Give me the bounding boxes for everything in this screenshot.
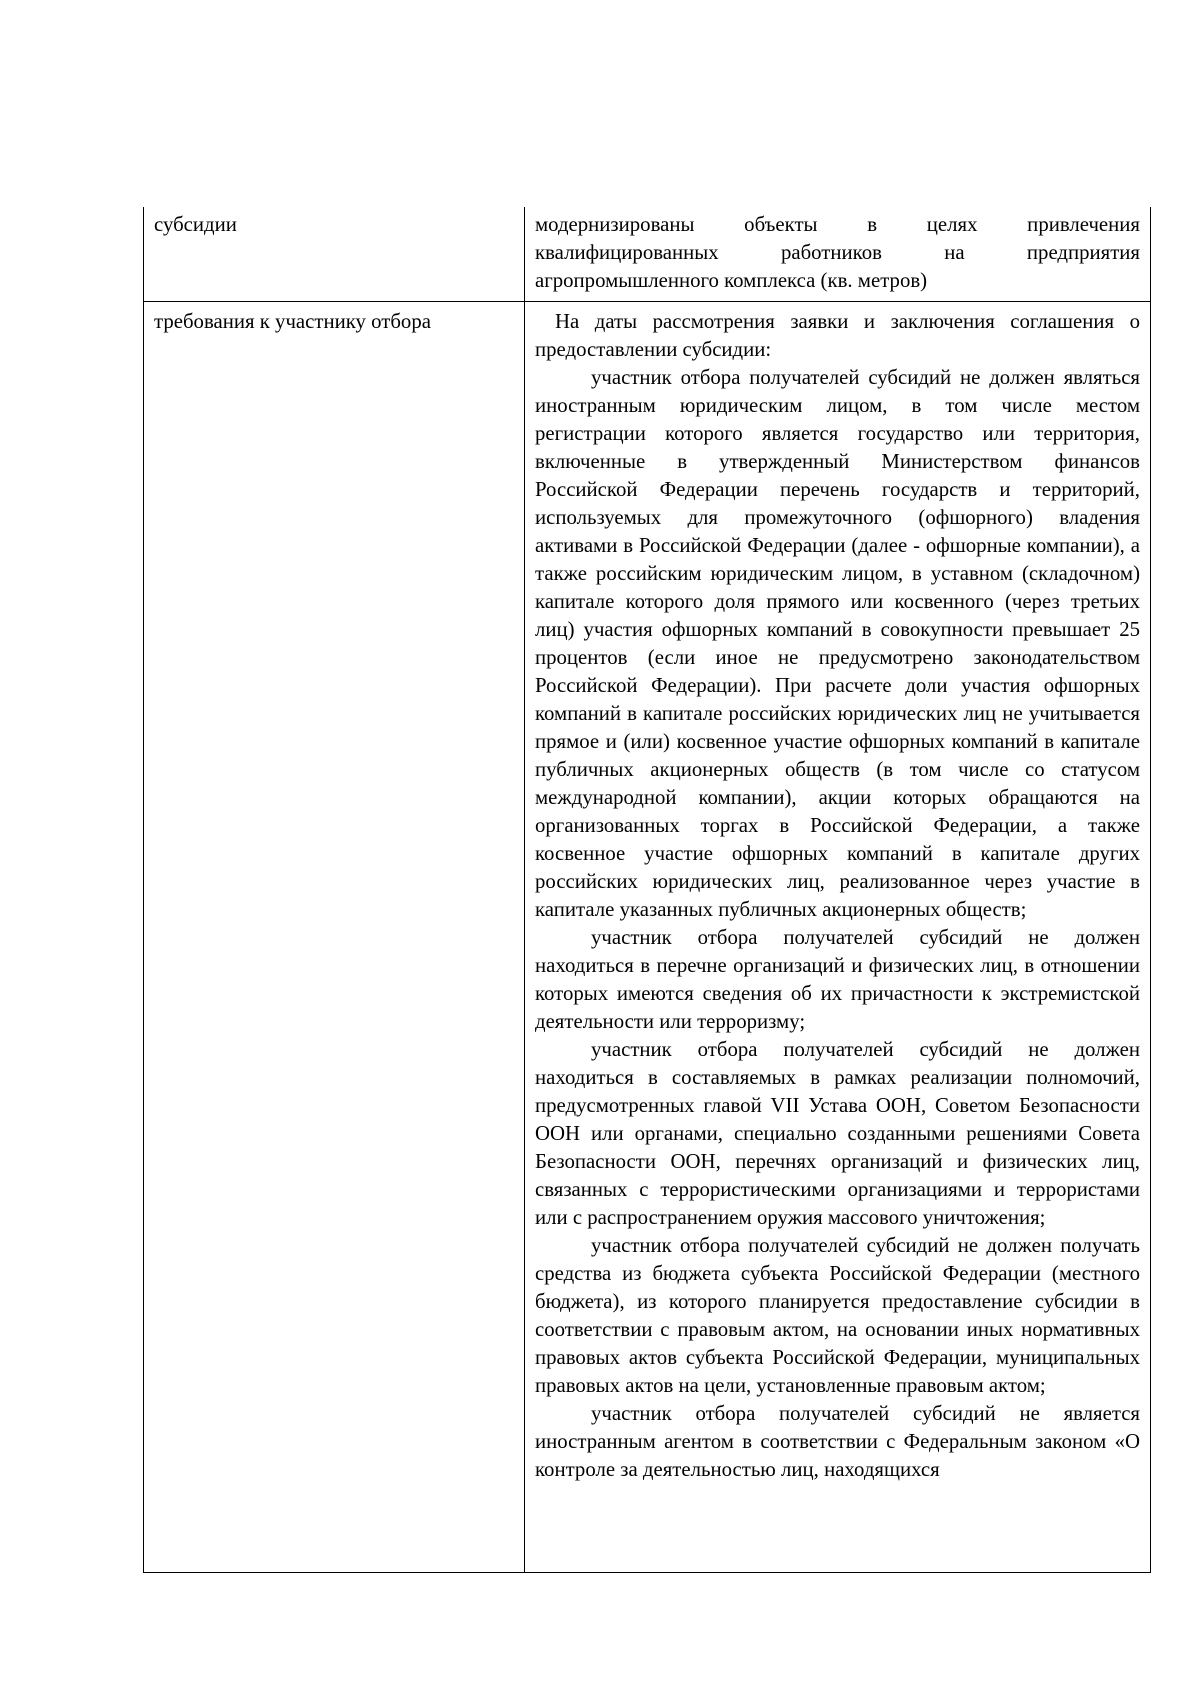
row-label-requirements: требования к участнику отбора xyxy=(144,302,525,1573)
paragraph: На даты рассмотрения заявки и заключения соглашения о предоставлении субсидии: xyxy=(535,310,1140,361)
paragraph: участник отбора получателей субсидий не должен получать средства из бюджета субъекта Российской Федерации (местного бюджета), из которого планируется предоставление субсидии в соответствии с правовым актом, на основании иных нормативных правовых актов субъекта Российской Федерации, муниципальных правовых актов на цели, установленные правовым актом; xyxy=(535,1234,1140,1397)
row-value-subsidy xyxy=(525,207,1151,302)
requirements-table xyxy=(143,207,1151,1573)
row-label-subsidy: субсидии xyxy=(144,207,525,302)
paragraph: модернизированы объекты в целях привлечения квалифицированных работников на предприятия агропромышленного комплекса (кв. метров) xyxy=(535,213,1140,292)
paragraph: участник отбора получателей субсидий не является иностранным агентом в соответствии с Федеральным законом «О контроле за деятельностью лиц, находящихся xyxy=(535,1402,1140,1481)
row-value-requirements xyxy=(525,302,1151,1573)
table-row xyxy=(144,302,1151,1573)
paragraph: участник отбора получателей субсидий не должен находиться в составляемых в рамках реализации полномочий, предусмотренных главой VII Устава ООН, Советом Безопасности ООН или органами, специально созданными решениями Совета Безопасности ООН, перечнях организаций и физических лиц, связанных с террористическими организациями и террористами или с распространением оружия массового уничтожения; xyxy=(535,1038,1140,1229)
paragraph: участник отбора получателей субсидий не должен находиться в перечне организаций и физических лиц, в отношении которых имеются сведения об их причастности к экстремистской деятельности или терроризму; xyxy=(535,926,1140,1033)
table-row xyxy=(144,207,1151,302)
paragraph: участник отбора получателей субсидий не должен являться иностранным юридическим лицом, в том числе местом регистрации которого является государство или территория, включенные в утвержденный Министерством финансов Российской Федерации перечень государств и территорий, используемых для промежуточного (офшорного) владения активами в Российской Федерации (далее - офшорные компании), а также российским юридическим лицом, в уставном (складочном) капитале которого доля прямого или косвенного (через третьих лиц) участия офшорных компаний в совокупности превышает 25 процентов (если иное не предусмотрено законодательством Российской Федерации). При расчете доли участия офшорных компаний в капитале российских юридических лиц не учитывается прямое и (или) косвенное участие офшорных компаний в капитале публичных акционерных обществ (в том числе со статусом международной компании), акции которых обращаются на организованных торгах в Российской Федерации, а также косвенное участие офшорных компаний в капитале других российских юридических лиц, реализованное через участие в капитале указанных публичных акционерных обществ; xyxy=(535,366,1140,921)
